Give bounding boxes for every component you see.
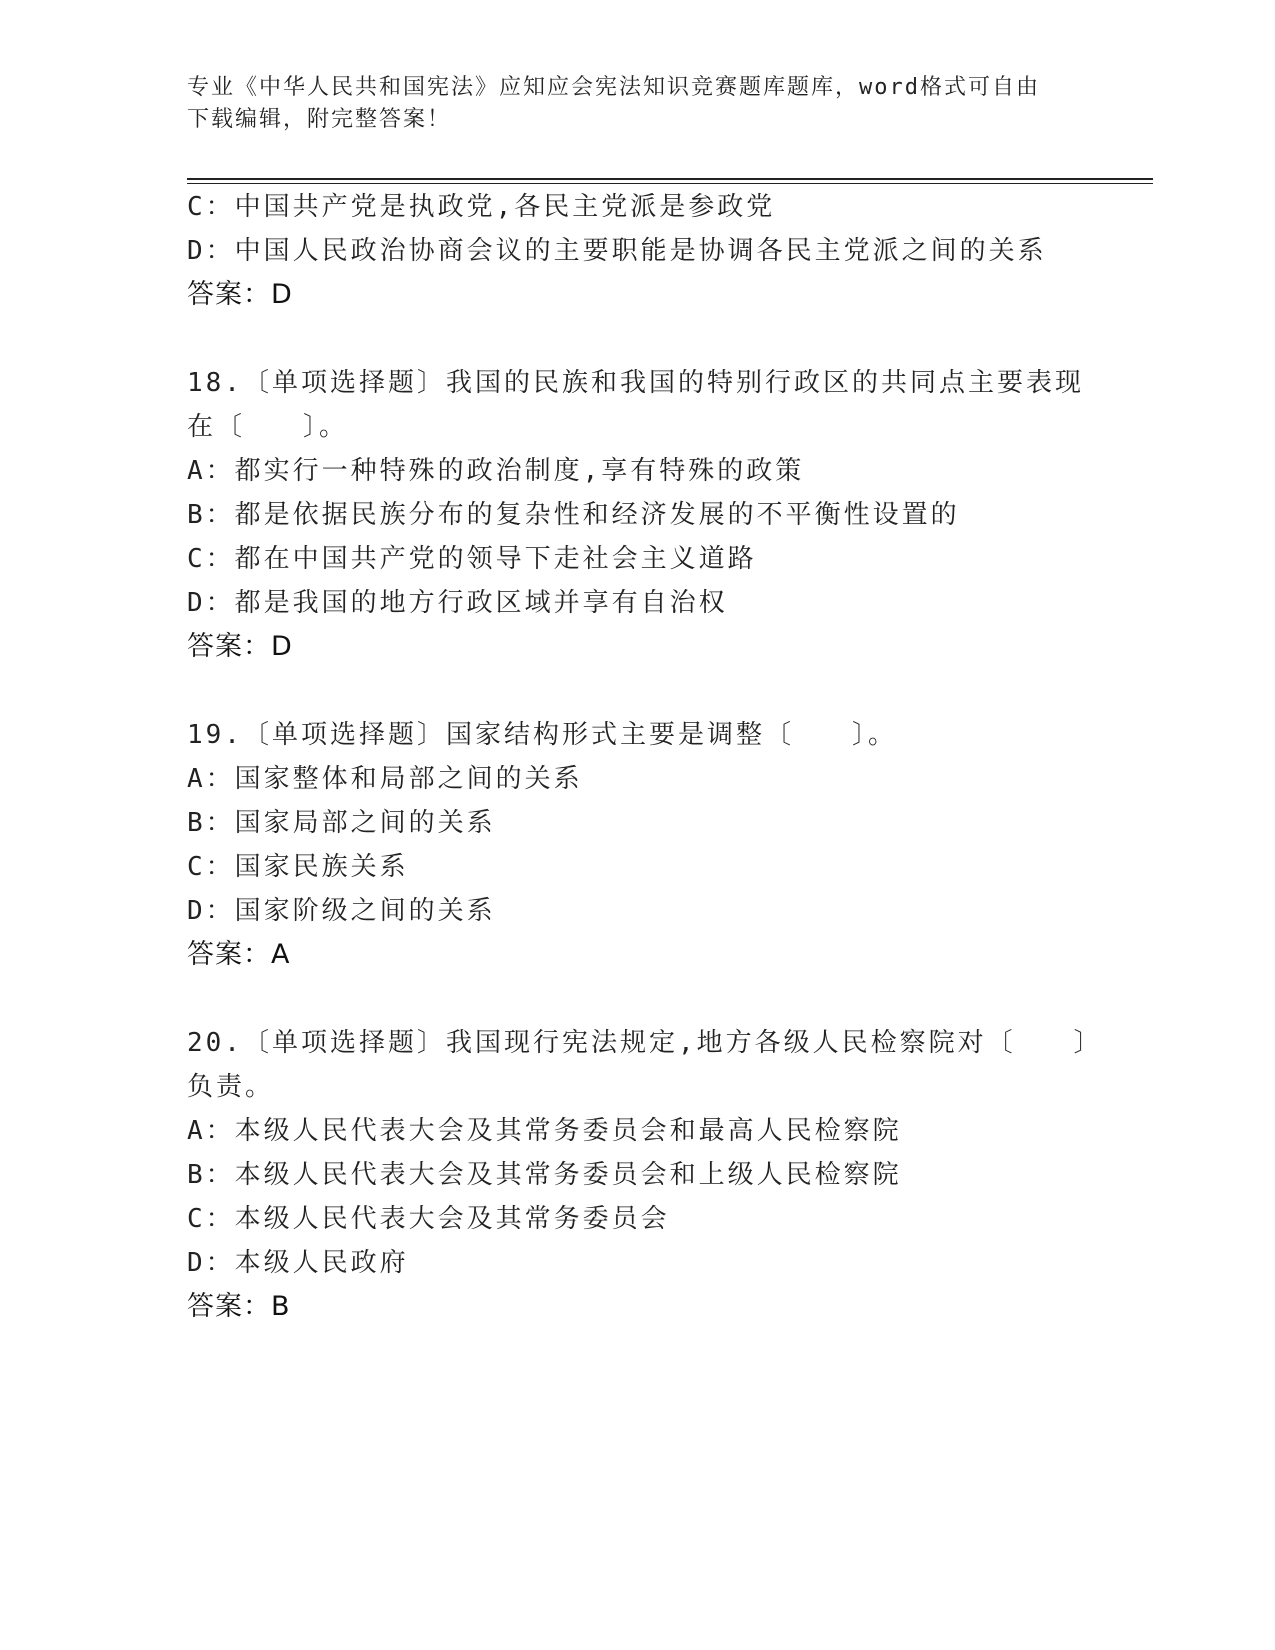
q18-option-a: A：都实行一种特殊的政治制度,享有特殊的政策 [187, 456, 805, 486]
q20-option-d: D：本级人民政府 [187, 1248, 409, 1278]
q17-option-d: D：中国人民政治协商会议的主要职能是协调各民主党派之间的关系 [187, 236, 1047, 266]
q20-option-a: A：本级人民代表大会及其常务委员会和最高人民检察院 [187, 1116, 902, 1146]
q20-option-b: B：本级人民代表大会及其常务委员会和上级人民检察院 [187, 1160, 902, 1190]
q20-stem-line-2: 负责。 [187, 1072, 275, 1102]
q19-option-a: A：国家整体和局部之间的关系 [187, 764, 583, 794]
q20-answer: 答案：B [187, 1291, 291, 1322]
q18-answer: 答案：D [187, 631, 293, 662]
q17-answer: 答案：D [187, 279, 293, 310]
q18-stem-line-1: 18.〔单项选择题〕我国的民族和我国的特别行政区的共同点主要表现 [187, 368, 1084, 398]
document-header [187, 72, 1067, 136]
q18-stem-line-2: 在〔 〕。 [187, 412, 349, 442]
header-line-1: 专业《中华人民共和国宪法》应知应会宪法知识竞赛题库题库，word格式可自由 [187, 75, 1040, 100]
q18-option-d: D：都是我国的地方行政区域并享有自治权 [187, 588, 728, 618]
q19-option-b: B：国家局部之间的关系 [187, 808, 496, 838]
q17-option-c: C：中国共产党是执政党,各民主党派是参政党 [187, 192, 776, 222]
q19-option-c: C：国家民族关系 [187, 852, 409, 882]
q19-answer: 答案：A [187, 939, 291, 970]
header-line-2: 下载编辑，附完整答案！ [187, 107, 452, 132]
q19-option-d: D：国家阶级之间的关系 [187, 896, 496, 926]
q20-option-c: C：本级人民代表大会及其常务委员会 [187, 1204, 670, 1234]
q18-option-c: C：都在中国共产党的领导下走社会主义道路 [187, 544, 757, 574]
q20-stem-line-1: 20.〔单项选择题〕我国现行宪法规定,地方各级人民检察院对〔 〕 [187, 1028, 1103, 1058]
header-divider-thick [187, 178, 1153, 180]
q18-option-b: B：都是依据民族分布的复杂性和经济发展的不平衡性设置的 [187, 500, 960, 530]
header-divider-thin [187, 183, 1153, 184]
q19-stem: 19.〔单项选择题〕国家结构形式主要是调整〔 〕。 [187, 720, 897, 750]
